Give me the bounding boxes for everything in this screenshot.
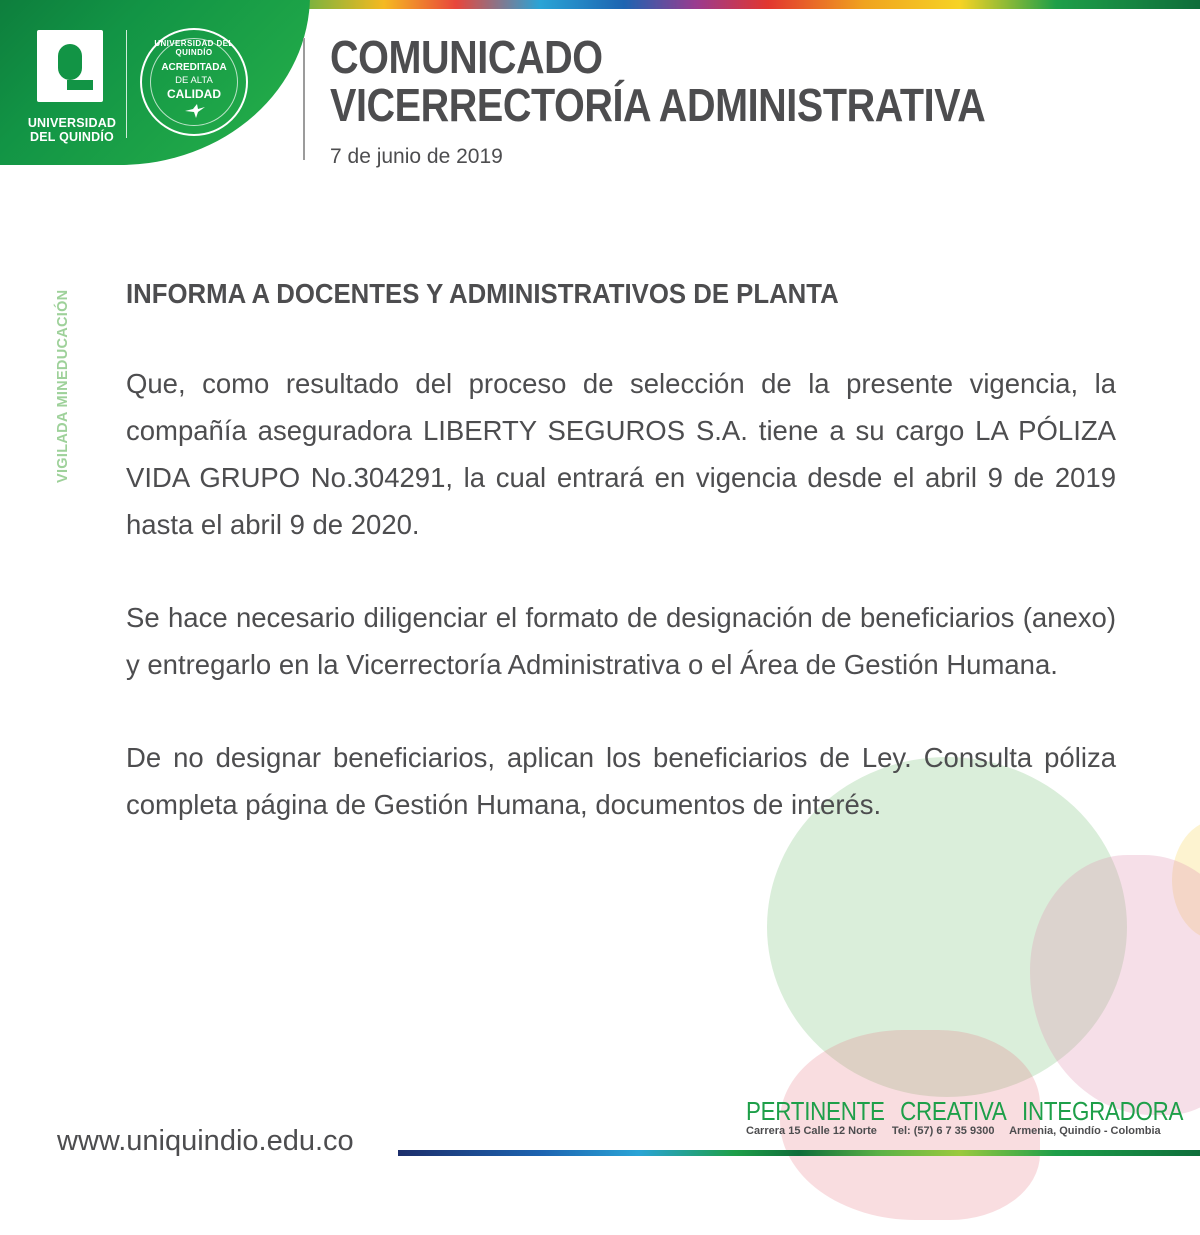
logo-q-icon [37,30,103,102]
motto-word: PERTINENTE [746,1096,885,1126]
communique-date: 7 de junio de 2019 [330,145,503,168]
header-divider [303,38,305,160]
university-name: UNIVERSIDAD DEL QUINDÍO [27,116,117,144]
seal-line-2: DE ALTA [175,75,213,86]
website-link[interactable]: www.uniquindio.edu.co [57,1125,354,1157]
university-logo [22,30,122,148]
seal-line-1: ACREDITADA [161,62,227,73]
accreditation-seal [140,28,248,136]
vigilada-mineducacion-label: VIGILADA MINEDUCACIÓN [55,289,71,483]
contact-info [746,1125,1173,1137]
seal-line-3: CALIDAD [167,87,221,101]
address-text: Carrera 15 Calle 12 Norte [746,1125,877,1137]
paragraph-law-beneficiaries: De no designar beneficiarios, aplican los beneficiarios de Ley. Consulta póliza completa página de Gestión Humana, documentos de interés. [126,742,1116,820]
motto-word: INTEGRADORA [1022,1096,1184,1126]
communique-body [126,274,1116,874]
decorative-pink-blob [1030,855,1200,1115]
motto-word: CREATIVA [900,1096,1007,1126]
paragraph-policy: Que, como resultado del proceso de selección de la presente vigencia, la compañía aseguradora LIBERTY SEGUROS S.A. tiene a su cargo LA PÓLIZA VIDA GRUPO No.304291, la cual entrará en vigencia desde el abril 9 de 2019 hasta el abril 9 de 2020. [126,368,1116,540]
seal-arc-text: UNIVERSIDAD DEL QUINDÍO [154,39,234,57]
phone-text: Tel: (57) 6 7 35 9300 [891,1125,995,1137]
bottom-color-stripe [398,1150,1200,1156]
page-title: COMUNICADO VICERRECTORÍA ADMINISTRATIVA [330,31,986,131]
communique-subtitle: INFORMA A DOCENTES Y ADMINISTRATIVOS DE PLANTA [126,278,839,309]
city-text: Armenia, Quindío - Colombia [1009,1125,1161,1137]
university-motto [746,1096,1199,1127]
paragraph-beneficiaries-form: Se hace necesario diligenciar el formato de designación de beneficiarios (anexo) y entregarlo en la Vicerrectoría Administrativa o el Área de Gestión Humana. [126,602,1116,680]
logo-divider [126,30,127,138]
hummingbird-icon [184,102,206,120]
